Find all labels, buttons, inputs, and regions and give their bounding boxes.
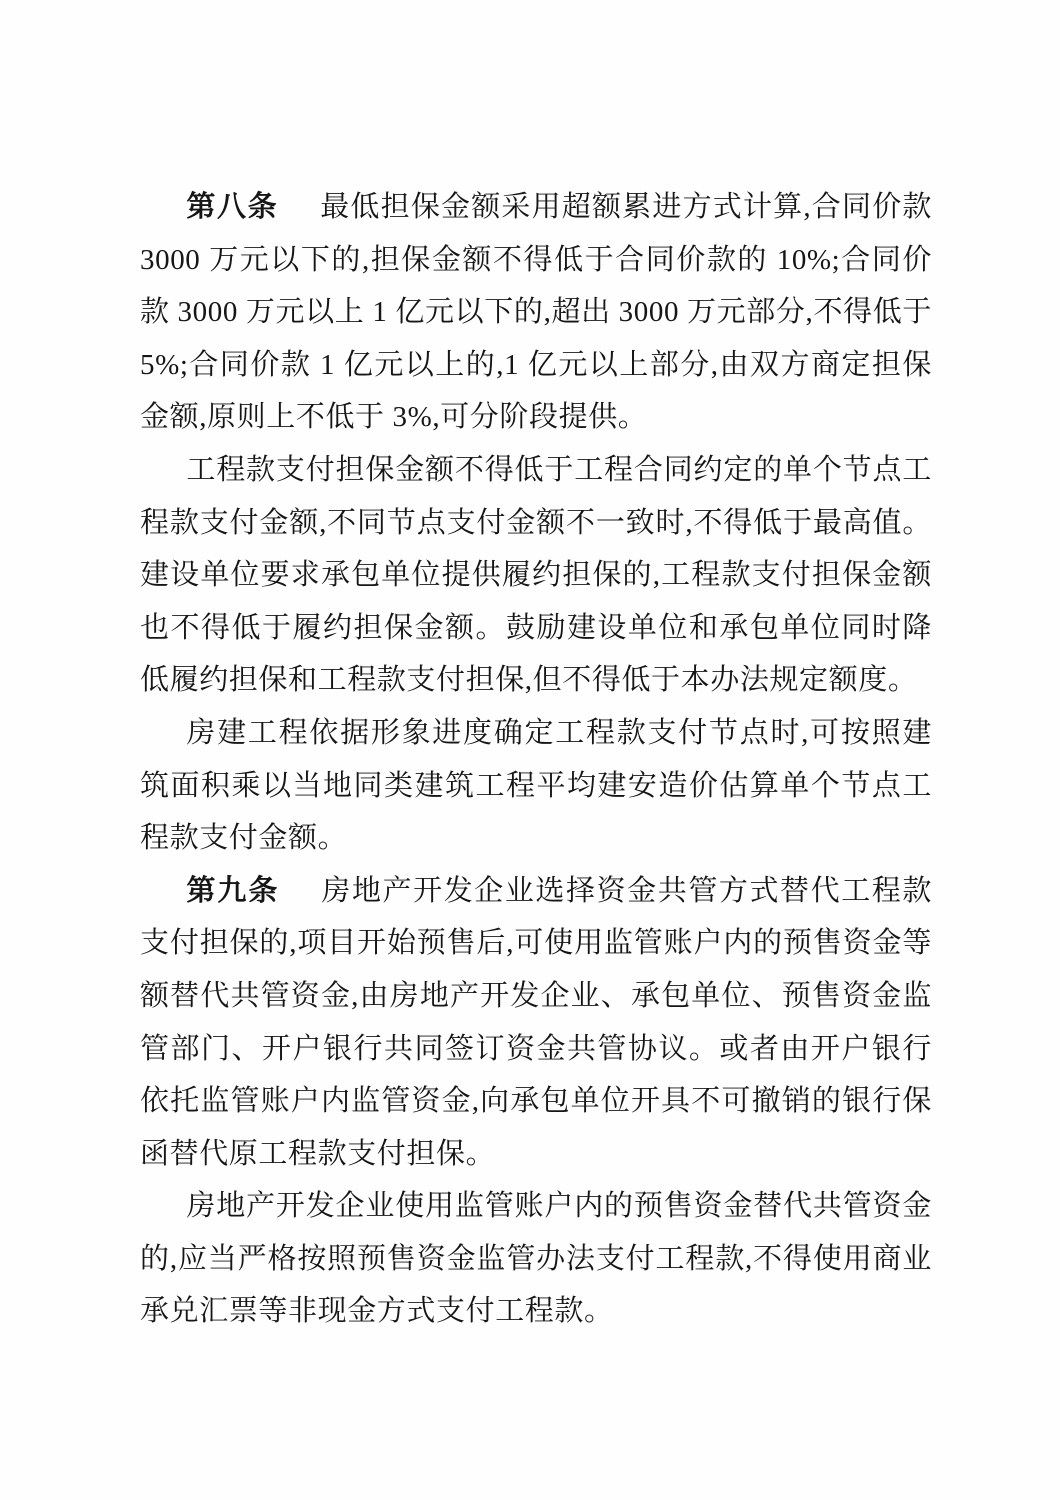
paragraph-article-8	[140, 181, 932, 444]
paragraph-text: 工程款支付担保金额不得低于工程合同约定的单个节点工程款支付金额,不同节点支付金额不一致时,不得低于最高值。建设单位要求承包单位提供履约担保的,工程款支付担保金额也不得低于履约担保金额。鼓励建设单位和承包单位同时降低履约担保和工程款支付担保,但不得低于本办法规定额度。	[140, 453, 932, 697]
paragraph-text: 房地产开发企业选择资金共管方式替代工程款支付担保的,项目开始预售后,可使用监管账户内的预售资金等额替代共管资金,由房地产开发企业、承包单位、预售资金监管部门、开户银行共同签订资金共管协议。或者由开户银行依托监管账户内监管资金,向承包单位开具不可撤销的银行保函替代原工程款支付担保。	[140, 874, 932, 1170]
paragraph-article-9	[140, 865, 932, 1181]
article-number: 第八条	[186, 191, 279, 223]
paragraph	[140, 1180, 932, 1338]
document-body	[140, 181, 932, 1338]
paragraph-text: 房地产开发企业使用监管账户内的预售资金替代共管资金的,应当严格按照预售资金监管办法支付工程款,不得使用商业承兑汇票等非现金方式支付工程款。	[140, 1190, 932, 1328]
article-number: 第九条	[186, 874, 280, 907]
paragraph	[140, 444, 932, 707]
paragraph	[140, 707, 932, 865]
paragraph-text: 最低担保金额采用超额累进方式计算,合同价款 3000 万元以下的,担保金额不得低于合同价款的 10%;合同价款 3000 万元以上 1 亿元以下的,超出 3000 万元部分,不得低于 5%;合同价款 1 亿元以上的,1 亿元以上部分,由双方商定担保金额,原则上不低于 3%,可分阶段提供。	[140, 191, 932, 434]
paragraph-text: 房建工程依据形象进度确定工程款支付节点时,可按照建筑面积乘以当地同类建筑工程平均建安造价估算单个节点工程款支付金额。	[140, 716, 932, 855]
